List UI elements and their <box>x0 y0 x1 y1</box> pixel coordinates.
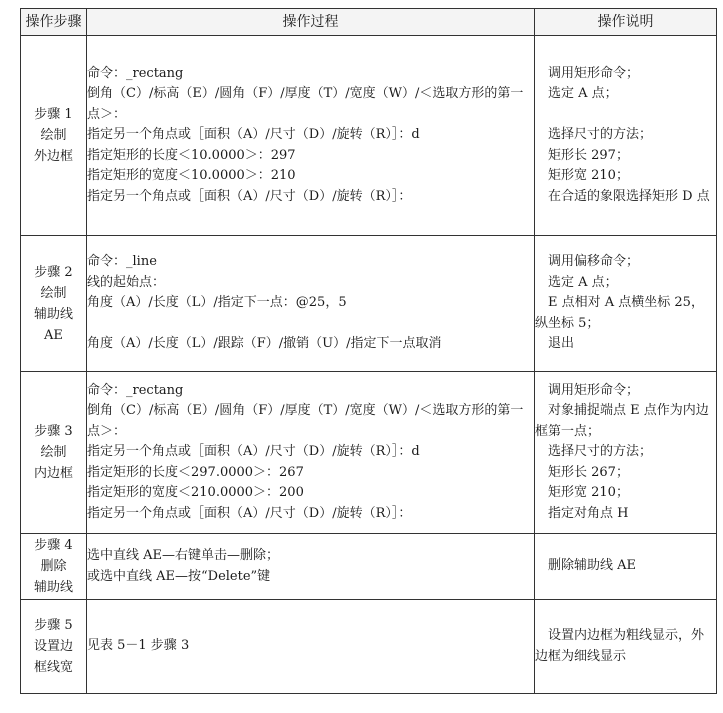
process-line: 线的起始点： <box>87 274 166 290</box>
note-line: 调用偏移命令； <box>548 254 640 270</box>
note-line: E 点相对 A 点横坐标 25，纵坐标 5； <box>535 295 704 331</box>
table-row <box>21 36 717 236</box>
process-line: 选中直线 AE—右键单击—删除； <box>87 548 280 563</box>
process-cell <box>87 600 535 694</box>
step-label: 辅助线 <box>33 580 73 595</box>
note-line: 删除辅助线 AE <box>548 558 637 574</box>
process-line: 见表 5－1 步骤 3 <box>87 638 190 654</box>
note-line: 矩形长 297； <box>548 147 629 163</box>
process-line: 命令：_rectang <box>87 382 184 398</box>
table-row <box>21 534 717 600</box>
notes-cell <box>535 600 717 694</box>
note-line: 选定 A 点； <box>548 86 618 102</box>
step-label: 绘制 <box>40 445 67 460</box>
process-line: 命令：_rectang <box>87 65 184 81</box>
table-row <box>21 236 717 372</box>
process-line: 指定另一个角点或［面积（A）/尺寸（D）/旋转（R）］： <box>87 188 412 204</box>
note-line: 退出 <box>548 336 575 352</box>
step-label: 绘制 <box>40 285 67 301</box>
note-line: 调用矩形命令； <box>548 382 640 398</box>
step-label: 步骤 1 <box>34 107 73 122</box>
note-line: 指定对角点 H <box>548 505 629 521</box>
note-line: 选择尺寸的方法； <box>548 444 653 460</box>
table-row <box>21 600 717 694</box>
step-label: 绘制 <box>40 128 67 143</box>
notes-cell <box>535 236 717 372</box>
step-label: 步骤 4 <box>34 538 73 553</box>
note-line: 矩形长 267； <box>548 464 629 480</box>
step-label: 辅助线 <box>33 306 73 322</box>
process-line: 指定矩形的宽度＜10.0000＞：210 <box>87 168 296 184</box>
process-line: 命令：_line <box>87 254 157 270</box>
process-cell <box>87 372 535 534</box>
note-line: 设置内边框为粗线显示，外边框为细线显示 <box>535 628 705 664</box>
process-line: 倒角（C）/标高（E）/圆角（F）/厚度（T）/宽度（W）/＜选取方形的第一点＞： <box>87 403 524 439</box>
process-spacer <box>87 314 534 335</box>
process-line: 指定另一个角点或［面积（A）/尺寸（D）/旋转（R）］：d <box>87 444 420 460</box>
header-step: 操作步骤 <box>21 9 87 36</box>
notes-cell <box>535 372 717 534</box>
step-label: 设置边 <box>33 639 73 654</box>
note-line: 选定 A 点； <box>548 274 618 290</box>
notes-cell <box>535 36 717 236</box>
process-line: 指定矩形的长度＜10.0000＞：297 <box>87 147 296 163</box>
step-label: 外边框 <box>33 149 73 164</box>
note-line: 矩形宽 210； <box>548 168 629 184</box>
step-label: 框线宽 <box>33 660 73 675</box>
process-line: 角度（A）/长度（L）/指定下一点：@25，5 <box>87 295 347 311</box>
notes-cell <box>535 534 717 600</box>
header-process: 操作过程 <box>87 9 535 36</box>
process-line: 角度（A）/长度（L）/跟踪（F）/撤销（U）/指定下一点取消 <box>87 336 442 352</box>
process-cell <box>87 236 535 372</box>
table-row <box>21 372 717 534</box>
note-line: 调用矩形命令； <box>548 65 640 81</box>
step-cell <box>21 372 87 534</box>
process-cell <box>87 36 535 236</box>
step-cell <box>21 600 87 694</box>
step-label: 步骤 2 <box>34 264 73 280</box>
process-line: 或选中直线 AE—按“Delete”键 <box>87 568 271 584</box>
step-label: 删除 <box>40 559 67 574</box>
procedure-table <box>20 8 717 694</box>
process-line: 指定矩形的长度＜297.0000＞：267 <box>87 464 304 480</box>
header-row <box>21 9 717 36</box>
note-line: 选择尺寸的方法； <box>548 127 653 143</box>
step-label: 步骤 3 <box>34 424 73 439</box>
note-line: 对象捕捉端点 E 点作为内边框第一点； <box>535 403 709 439</box>
note-line: 在合适的象限选择矩形 D 点 <box>548 188 710 204</box>
process-line: 指定矩形的宽度＜210.0000＞：200 <box>87 485 304 501</box>
step-label: 步骤 5 <box>34 618 73 633</box>
step-cell <box>21 36 87 236</box>
header-notes: 操作说明 <box>535 9 717 36</box>
process-line: 指定另一个角点或［面积（A）/尺寸（D）/旋转（R）］： <box>87 505 412 521</box>
process-cell <box>87 534 535 600</box>
step-cell <box>21 534 87 600</box>
step-cell <box>21 236 87 372</box>
step-label: AE <box>44 327 63 343</box>
process-line: 指定另一个角点或［面积（A）/尺寸（D）/旋转（R）］：d <box>87 127 420 143</box>
step-label: 内边框 <box>33 466 73 481</box>
note-spacer <box>535 105 716 126</box>
note-line: 矩形宽 210； <box>548 485 629 501</box>
process-line: 倒角（C）/标高（E）/圆角（F）/厚度（T）/宽度（W）/＜选取方形的第一点＞： <box>87 86 524 122</box>
